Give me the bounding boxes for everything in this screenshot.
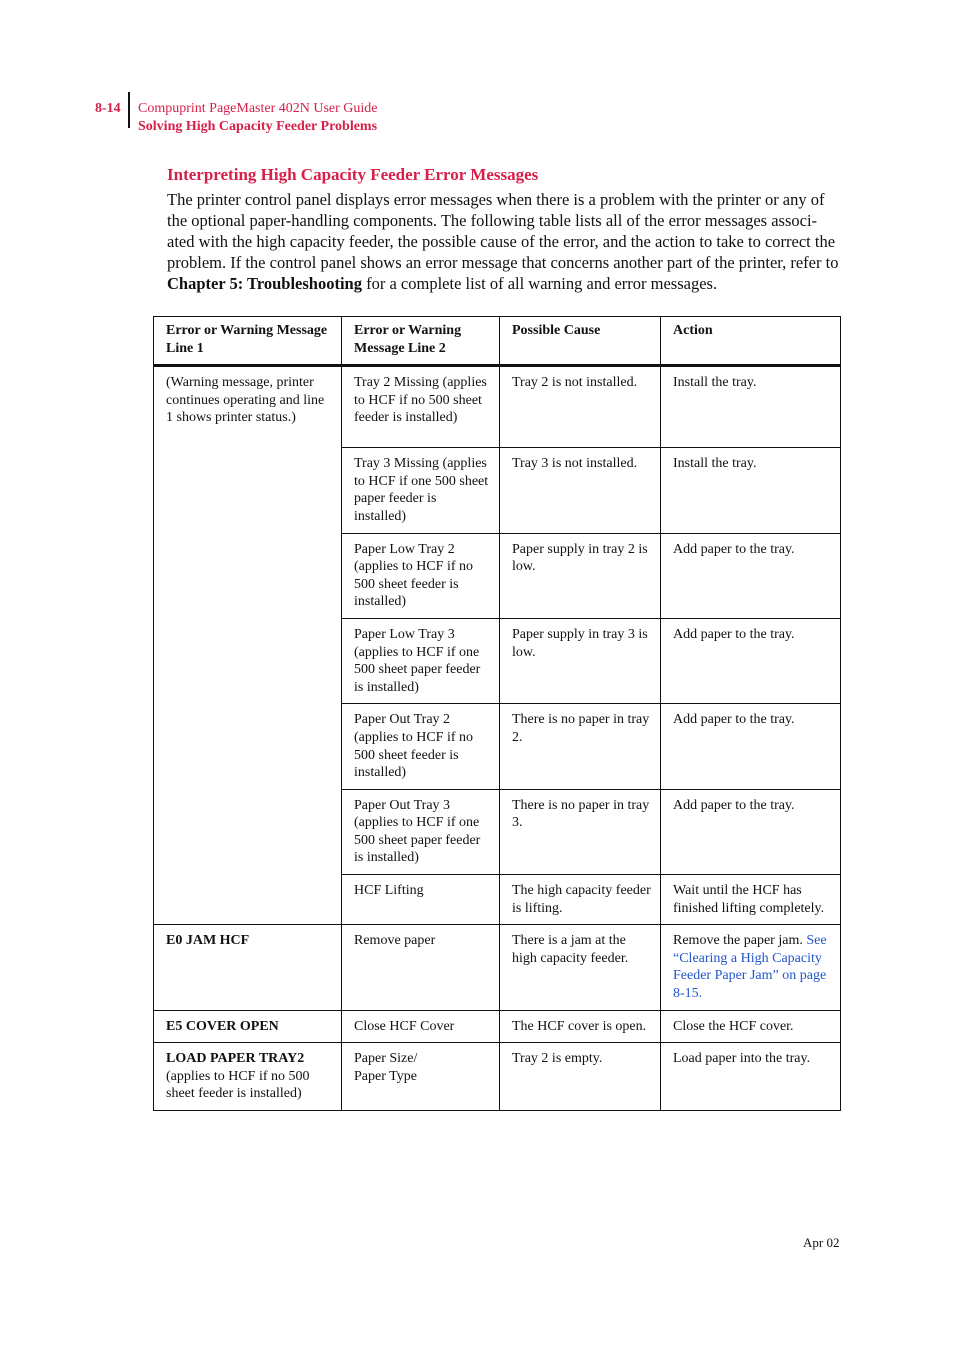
- line2-cell: [342, 1043, 500, 1111]
- action-cell: [661, 925, 841, 1010]
- header-divider: [128, 92, 130, 128]
- action-cell: Add paper to the tray.: [661, 789, 841, 874]
- line2-cell: Paper Low Tray 2 (applies to HCF if no 500 sheet feeder is installed): [342, 533, 500, 618]
- line2-cell: Paper Low Tray 3 (applies to HCF if one 500 sheet paper feeder is installed): [342, 618, 500, 703]
- cause-cell: Paper supply in tray 3 is low.: [500, 618, 661, 703]
- load-paper-note: (applies to HCF if no 500 sheet feeder is installed): [166, 1068, 310, 1102]
- line1-cell: [154, 1043, 342, 1111]
- cause-cell: Tray 2 is not installed.: [500, 366, 661, 448]
- table-header-row: [154, 317, 841, 366]
- cause-cell: There is no paper in tray 3.: [500, 789, 661, 874]
- table-row: [154, 366, 841, 448]
- line2-cell: Paper Out Tray 2 (applies to HCF if no 500 sheet feeder is installed): [342, 704, 500, 789]
- cause-cell: There is no paper in tray 2.: [500, 704, 661, 789]
- line2-cell: Paper Out Tray 3 (applies to HCF if one 500 sheet paper feeder is installed): [342, 789, 500, 874]
- table-row: [154, 925, 841, 1010]
- intro-text-1: The printer control panel displays error messages when there is a problem with the printer or any of the optional paper-handling components. The following table lists all of the error messages associ-ated with the high capacity feeder, the possible cause of the error, and the action to take to correct the problem. If the control panel shows an error message that concerns another part of the printer, refer to: [167, 190, 839, 272]
- cause-cell: The HCF cover is open.: [500, 1010, 661, 1043]
- paper-jam-link[interactable]: See “Clearing a High Capacity Feeder Paper Jam” on page 8-15.: [673, 933, 827, 1002]
- chapter-reference: Chapter 5: Troubleshooting: [167, 274, 362, 293]
- line2-cell: Close HCF Cover: [342, 1010, 500, 1043]
- line2-cell: Remove paper: [342, 925, 500, 1010]
- line1-cell: E5 COVER OPEN: [154, 1010, 342, 1043]
- error-message-table: [153, 316, 841, 1111]
- section-title: Solving High Capacity Feeder Problems: [138, 119, 378, 134]
- action-cell: Install the tray.: [661, 366, 841, 448]
- action-cell: Add paper to the tray.: [661, 704, 841, 789]
- action-cell: Wait until the HCF has finished lifting completely.: [661, 875, 841, 925]
- table-row: [154, 1043, 841, 1111]
- action-text: Remove the paper jam.: [673, 933, 807, 949]
- line2-cell: Tray 2 Missing (applies to HCF if no 500 sheet feeder is installed): [342, 366, 500, 448]
- action-cell: Install the tray.: [661, 448, 841, 533]
- cause-cell: Tray 3 is not installed.: [500, 448, 661, 533]
- load-paper-message: LOAD PAPER TRAY2: [166, 1051, 305, 1067]
- intro-paragraph: [167, 189, 839, 294]
- line2-cell: Tray 3 Missing (applies to HCF if one 500 sheet paper feeder is installed): [342, 448, 500, 533]
- paper-type-text: Paper Type: [354, 1068, 417, 1084]
- table-row: [154, 1010, 841, 1043]
- header-action: Action: [661, 317, 841, 366]
- intro-text-2: for a complete list of all warning and error messages.: [361, 274, 718, 293]
- page-number: 8-14: [95, 101, 121, 116]
- action-cell: Add paper to the tray.: [661, 533, 841, 618]
- cause-cell: The high capacity feeder is lifting.: [500, 875, 661, 925]
- footer-date: Apr 02: [803, 1235, 840, 1250]
- action-cell: Load paper into the tray.: [661, 1043, 841, 1111]
- header-line1: Error or Warning Message Line 1: [154, 317, 342, 366]
- header-line2: Error or Warning Message Line 2: [342, 317, 500, 366]
- warning-note-cell: (Warning message, printer continues operating and line 1 shows printer status.): [154, 366, 342, 925]
- action-cell: Close the HCF cover.: [661, 1010, 841, 1043]
- page-heading: Interpreting High Capacity Feeder Error Messages: [167, 165, 539, 184]
- line1-cell: E0 JAM HCF: [154, 925, 342, 1010]
- cause-cell: There is a jam at the high capacity feeder.: [500, 925, 661, 1010]
- cause-cell: Paper supply in tray 2 is low.: [500, 533, 661, 618]
- header-cause: Possible Cause: [500, 317, 661, 366]
- cause-cell: Tray 2 is empty.: [500, 1043, 661, 1111]
- action-cell: Add paper to the tray.: [661, 618, 841, 703]
- paper-size-text: Paper Size/: [354, 1051, 418, 1067]
- line2-cell: HCF Lifting: [342, 875, 500, 925]
- guide-title: Compuprint PageMaster 402N User Guide: [138, 101, 378, 116]
